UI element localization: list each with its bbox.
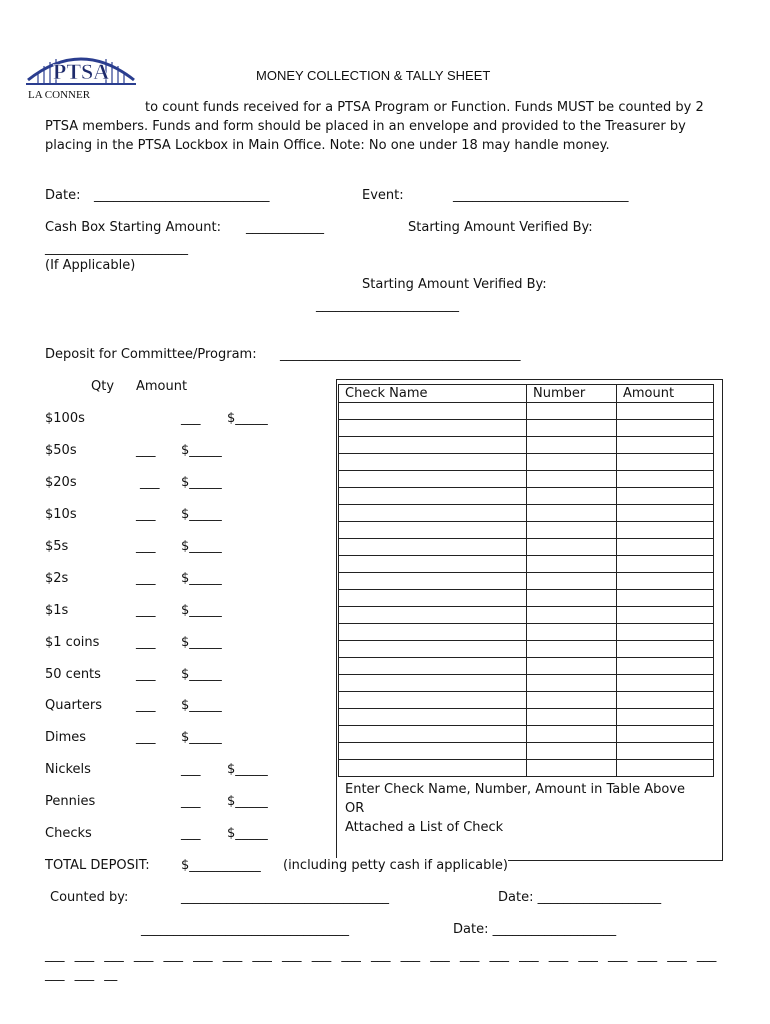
check-table-row xyxy=(339,471,714,488)
check-name-cell[interactable] xyxy=(339,675,527,692)
check-name-header: Check Name xyxy=(339,385,527,403)
check-name-cell[interactable] xyxy=(339,420,527,437)
check-number-cell[interactable] xyxy=(527,607,617,624)
check-number-cell[interactable] xyxy=(527,403,617,420)
check-name-cell[interactable] xyxy=(339,573,527,590)
denomination-label: $1 coins xyxy=(45,635,100,650)
check-number-cell[interactable] xyxy=(527,641,617,658)
verified-field-2[interactable]: ______________________ xyxy=(316,298,459,313)
check-amount-cell[interactable] xyxy=(617,471,714,488)
amount-field[interactable]: $_____ xyxy=(181,698,222,713)
logo-text: PTSA xyxy=(52,59,110,84)
denomination-label: Quarters xyxy=(45,698,102,713)
counted-date-field-2[interactable]: Date: ___________________ xyxy=(453,922,617,937)
ptsa-logo xyxy=(24,46,138,102)
amount-field[interactable]: $_____ xyxy=(181,443,222,458)
qty-field[interactable]: ___ xyxy=(136,730,156,745)
check-amount-cell[interactable] xyxy=(617,420,714,437)
check-amount-cell[interactable] xyxy=(617,437,714,454)
denomination-label: Dimes xyxy=(45,730,87,745)
amount-field[interactable]: $_____ xyxy=(227,794,268,809)
check-table-row xyxy=(339,692,714,709)
deposit-label: Deposit for Committee/Program: xyxy=(45,347,257,362)
check-number-cell[interactable] xyxy=(527,590,617,607)
qty-field[interactable]: ___ xyxy=(136,571,156,586)
logo-caption: LA CONNER xyxy=(28,89,91,101)
qty-field[interactable]: ___ xyxy=(136,539,156,554)
if-applicable-note: (If Applicable) xyxy=(45,258,136,273)
check-amount-cell[interactable] xyxy=(617,573,714,590)
check-table-row xyxy=(339,743,714,760)
intro-paragraph xyxy=(45,98,720,155)
check-name-cell[interactable] xyxy=(339,556,527,573)
deposit-field[interactable]: _____________________________________ xyxy=(280,347,521,362)
amount-field[interactable]: $_____ xyxy=(181,475,222,490)
check-table-row xyxy=(339,573,714,590)
counted-by-field-2[interactable]: ________________________________ xyxy=(141,922,349,937)
qty-field[interactable]: ___ xyxy=(181,762,201,777)
denomination-label: $20s xyxy=(45,475,77,490)
denomination-label: $10s xyxy=(45,507,77,522)
check-amount-cell[interactable] xyxy=(617,726,714,743)
denomination-label: Nickels xyxy=(45,762,91,777)
qty-field[interactable]: ___ xyxy=(136,603,156,618)
counted-by-field[interactable]: ________________________________ xyxy=(181,890,389,905)
check-note-line: Enter Check Name, Number, Amount in Table Above xyxy=(345,782,685,797)
check-table-row xyxy=(339,624,714,641)
check-number-cell[interactable] xyxy=(527,760,617,777)
verified-label-2: Starting Amount Verified By: xyxy=(362,277,547,292)
qty-field[interactable]: ___ xyxy=(181,411,201,426)
check-amount-cell[interactable] xyxy=(617,539,714,556)
check-amount-cell[interactable] xyxy=(617,624,714,641)
amount-field[interactable]: $_____ xyxy=(181,603,222,618)
check-name-cell[interactable] xyxy=(339,454,527,471)
amount-field[interactable]: $_____ xyxy=(227,826,268,841)
check-amount-cell[interactable] xyxy=(617,658,714,675)
denomination-label: $2s xyxy=(45,571,69,586)
counted-date-field[interactable]: Date: ___________________ xyxy=(498,890,662,905)
check-number-cell[interactable] xyxy=(527,624,617,641)
check-amount-cell[interactable] xyxy=(617,709,714,726)
date-field[interactable]: ___________________________ xyxy=(94,188,270,203)
qty-field[interactable]: ___ xyxy=(136,635,156,650)
check-name-cell[interactable] xyxy=(339,692,527,709)
amount-field[interactable]: $_____ xyxy=(181,507,222,522)
amount-field[interactable]: $_____ xyxy=(181,571,222,586)
check-name-cell[interactable] xyxy=(339,709,527,726)
check-name-cell[interactable] xyxy=(339,488,527,505)
amount-header: Amount xyxy=(136,379,188,394)
check-amount-cell[interactable] xyxy=(617,607,714,624)
check-number-cell[interactable] xyxy=(527,709,617,726)
check-number-cell[interactable] xyxy=(527,539,617,556)
check-amount-cell[interactable] xyxy=(617,505,714,522)
check-number-cell[interactable] xyxy=(527,658,617,675)
denomination-label: $1s xyxy=(45,603,69,618)
check-table-row xyxy=(339,539,714,556)
check-amount-header: Amount xyxy=(617,385,714,403)
check-name-cell[interactable] xyxy=(339,522,527,539)
check-number-cell[interactable] xyxy=(527,437,617,454)
check-table-row xyxy=(339,420,714,437)
check-amount-cell[interactable] xyxy=(617,743,714,760)
denomination-label: 50 cents xyxy=(45,667,101,682)
check-number-cell[interactable] xyxy=(527,573,617,590)
denomination-label: $5s xyxy=(45,539,69,554)
check-name-cell[interactable] xyxy=(339,590,527,607)
check-table-row xyxy=(339,488,714,505)
check-table-row xyxy=(339,641,714,658)
check-table-row xyxy=(339,505,714,522)
check-table-row xyxy=(339,658,714,675)
check-amount-cell[interactable] xyxy=(617,454,714,471)
page-title: MONEY COLLECTION & TALLY SHEET xyxy=(256,68,491,83)
check-amount-cell[interactable] xyxy=(617,760,714,777)
check-number-cell[interactable] xyxy=(527,471,617,488)
denomination-label: Checks xyxy=(45,826,92,841)
check-notes xyxy=(345,780,685,837)
check-name-cell[interactable] xyxy=(339,437,527,454)
cashbox-label: Cash Box Starting Amount: xyxy=(45,220,221,235)
check-table xyxy=(338,384,714,777)
check-amount-cell[interactable] xyxy=(617,675,714,692)
check-name-cell[interactable] xyxy=(339,539,527,556)
check-number-cell[interactable] xyxy=(527,522,617,539)
check-number-cell[interactable] xyxy=(527,556,617,573)
qty-field[interactable]: ___ xyxy=(181,826,201,841)
date-label: Date: xyxy=(45,188,81,203)
qty-field[interactable]: ___ xyxy=(136,507,156,522)
cashbox-field[interactable]: ____________ xyxy=(246,220,324,235)
check-amount-cell[interactable] xyxy=(617,522,714,539)
denomination-label: $100s xyxy=(45,411,85,426)
denomination-label: $50s xyxy=(45,443,77,458)
check-table-row xyxy=(339,590,714,607)
check-table-row xyxy=(339,760,714,777)
qty-field[interactable]: ___ xyxy=(136,667,156,682)
amount-field[interactable]: $_____ xyxy=(227,411,268,426)
check-number-cell[interactable] xyxy=(527,743,617,760)
check-table-row xyxy=(339,607,714,624)
check-note-line: Attached a List of Check xyxy=(345,820,504,835)
check-name-cell[interactable] xyxy=(339,607,527,624)
total-deposit-label: TOTAL DEPOSIT: xyxy=(45,858,150,873)
check-note-line: OR xyxy=(345,801,365,816)
check-table-row xyxy=(339,403,714,420)
verified-label-1: Starting Amount Verified By: xyxy=(408,220,593,235)
check-table-row xyxy=(339,709,714,726)
check-name-cell[interactable] xyxy=(339,471,527,488)
check-number-cell[interactable] xyxy=(527,726,617,743)
verified-field-1[interactable]: ______________________ xyxy=(45,241,188,256)
check-number-cell[interactable] xyxy=(527,505,617,522)
check-name-cell[interactable] xyxy=(339,726,527,743)
qty-field[interactable]: ___ xyxy=(140,475,160,490)
check-amount-cell[interactable] xyxy=(617,488,714,505)
qty-field[interactable]: ___ xyxy=(136,698,156,713)
check-number-cell[interactable] xyxy=(527,692,617,709)
check-amount-cell[interactable] xyxy=(617,692,714,709)
amount-field[interactable]: $_____ xyxy=(227,762,268,777)
check-name-cell[interactable] xyxy=(339,403,527,420)
counted-by-label: Counted by: xyxy=(50,890,129,905)
check-name-cell[interactable] xyxy=(339,624,527,641)
bottom-dashes: ___ ___ ___ ___ ___ ___ ___ ___ ___ ___ ___ ___ ___ ___ ___ ___ ___ ___ ___ ___ ___ ___ ___ ___ ___ __ xyxy=(45,948,717,982)
check-table-row xyxy=(339,522,714,539)
check-table-row xyxy=(339,437,714,454)
check-amount-cell[interactable] xyxy=(617,641,714,658)
check-number-header: Number xyxy=(527,385,617,403)
check-table-row xyxy=(339,454,714,471)
check-table-row xyxy=(339,556,714,573)
qty-field[interactable]: ___ xyxy=(136,443,156,458)
check-name-cell[interactable] xyxy=(339,760,527,777)
check-table-row xyxy=(339,726,714,743)
check-table-header-row xyxy=(339,385,714,403)
check-amount-cell[interactable] xyxy=(617,403,714,420)
check-name-cell[interactable] xyxy=(339,658,527,675)
amount-field[interactable]: $_____ xyxy=(181,730,222,745)
qty-field[interactable]: ___ xyxy=(181,794,201,809)
amount-field[interactable]: $_____ xyxy=(181,667,222,682)
check-name-cell[interactable] xyxy=(339,505,527,522)
qty-header: Qty xyxy=(91,379,115,394)
total-deposit-field[interactable]: $___________ xyxy=(181,858,261,873)
check-amount-cell[interactable] xyxy=(617,556,714,573)
event-label: Event: xyxy=(362,188,404,203)
check-number-cell[interactable] xyxy=(527,675,617,692)
check-name-cell[interactable] xyxy=(339,641,527,658)
check-name-cell[interactable] xyxy=(339,743,527,760)
amount-field[interactable]: $_____ xyxy=(181,539,222,554)
intro-text: to count funds received for a PTSA Program or Function. Funds MUST be counted by 2 PTSA members. Funds and form should be placed in an envelope and provided to the Treasurer by placing in the PTSA Lockbox in Main Office. Note: No one under 18 may handle money. xyxy=(45,100,704,153)
check-number-cell[interactable] xyxy=(527,454,617,471)
amount-field[interactable]: $_____ xyxy=(181,635,222,650)
check-table-row xyxy=(339,675,714,692)
total-deposit-note: (including petty cash if applicable) xyxy=(283,858,508,873)
event-field[interactable]: ___________________________ xyxy=(453,188,629,203)
check-number-cell[interactable] xyxy=(527,488,617,505)
check-number-cell[interactable] xyxy=(527,420,617,437)
denomination-label: Pennies xyxy=(45,794,96,809)
check-amount-cell[interactable] xyxy=(617,590,714,607)
